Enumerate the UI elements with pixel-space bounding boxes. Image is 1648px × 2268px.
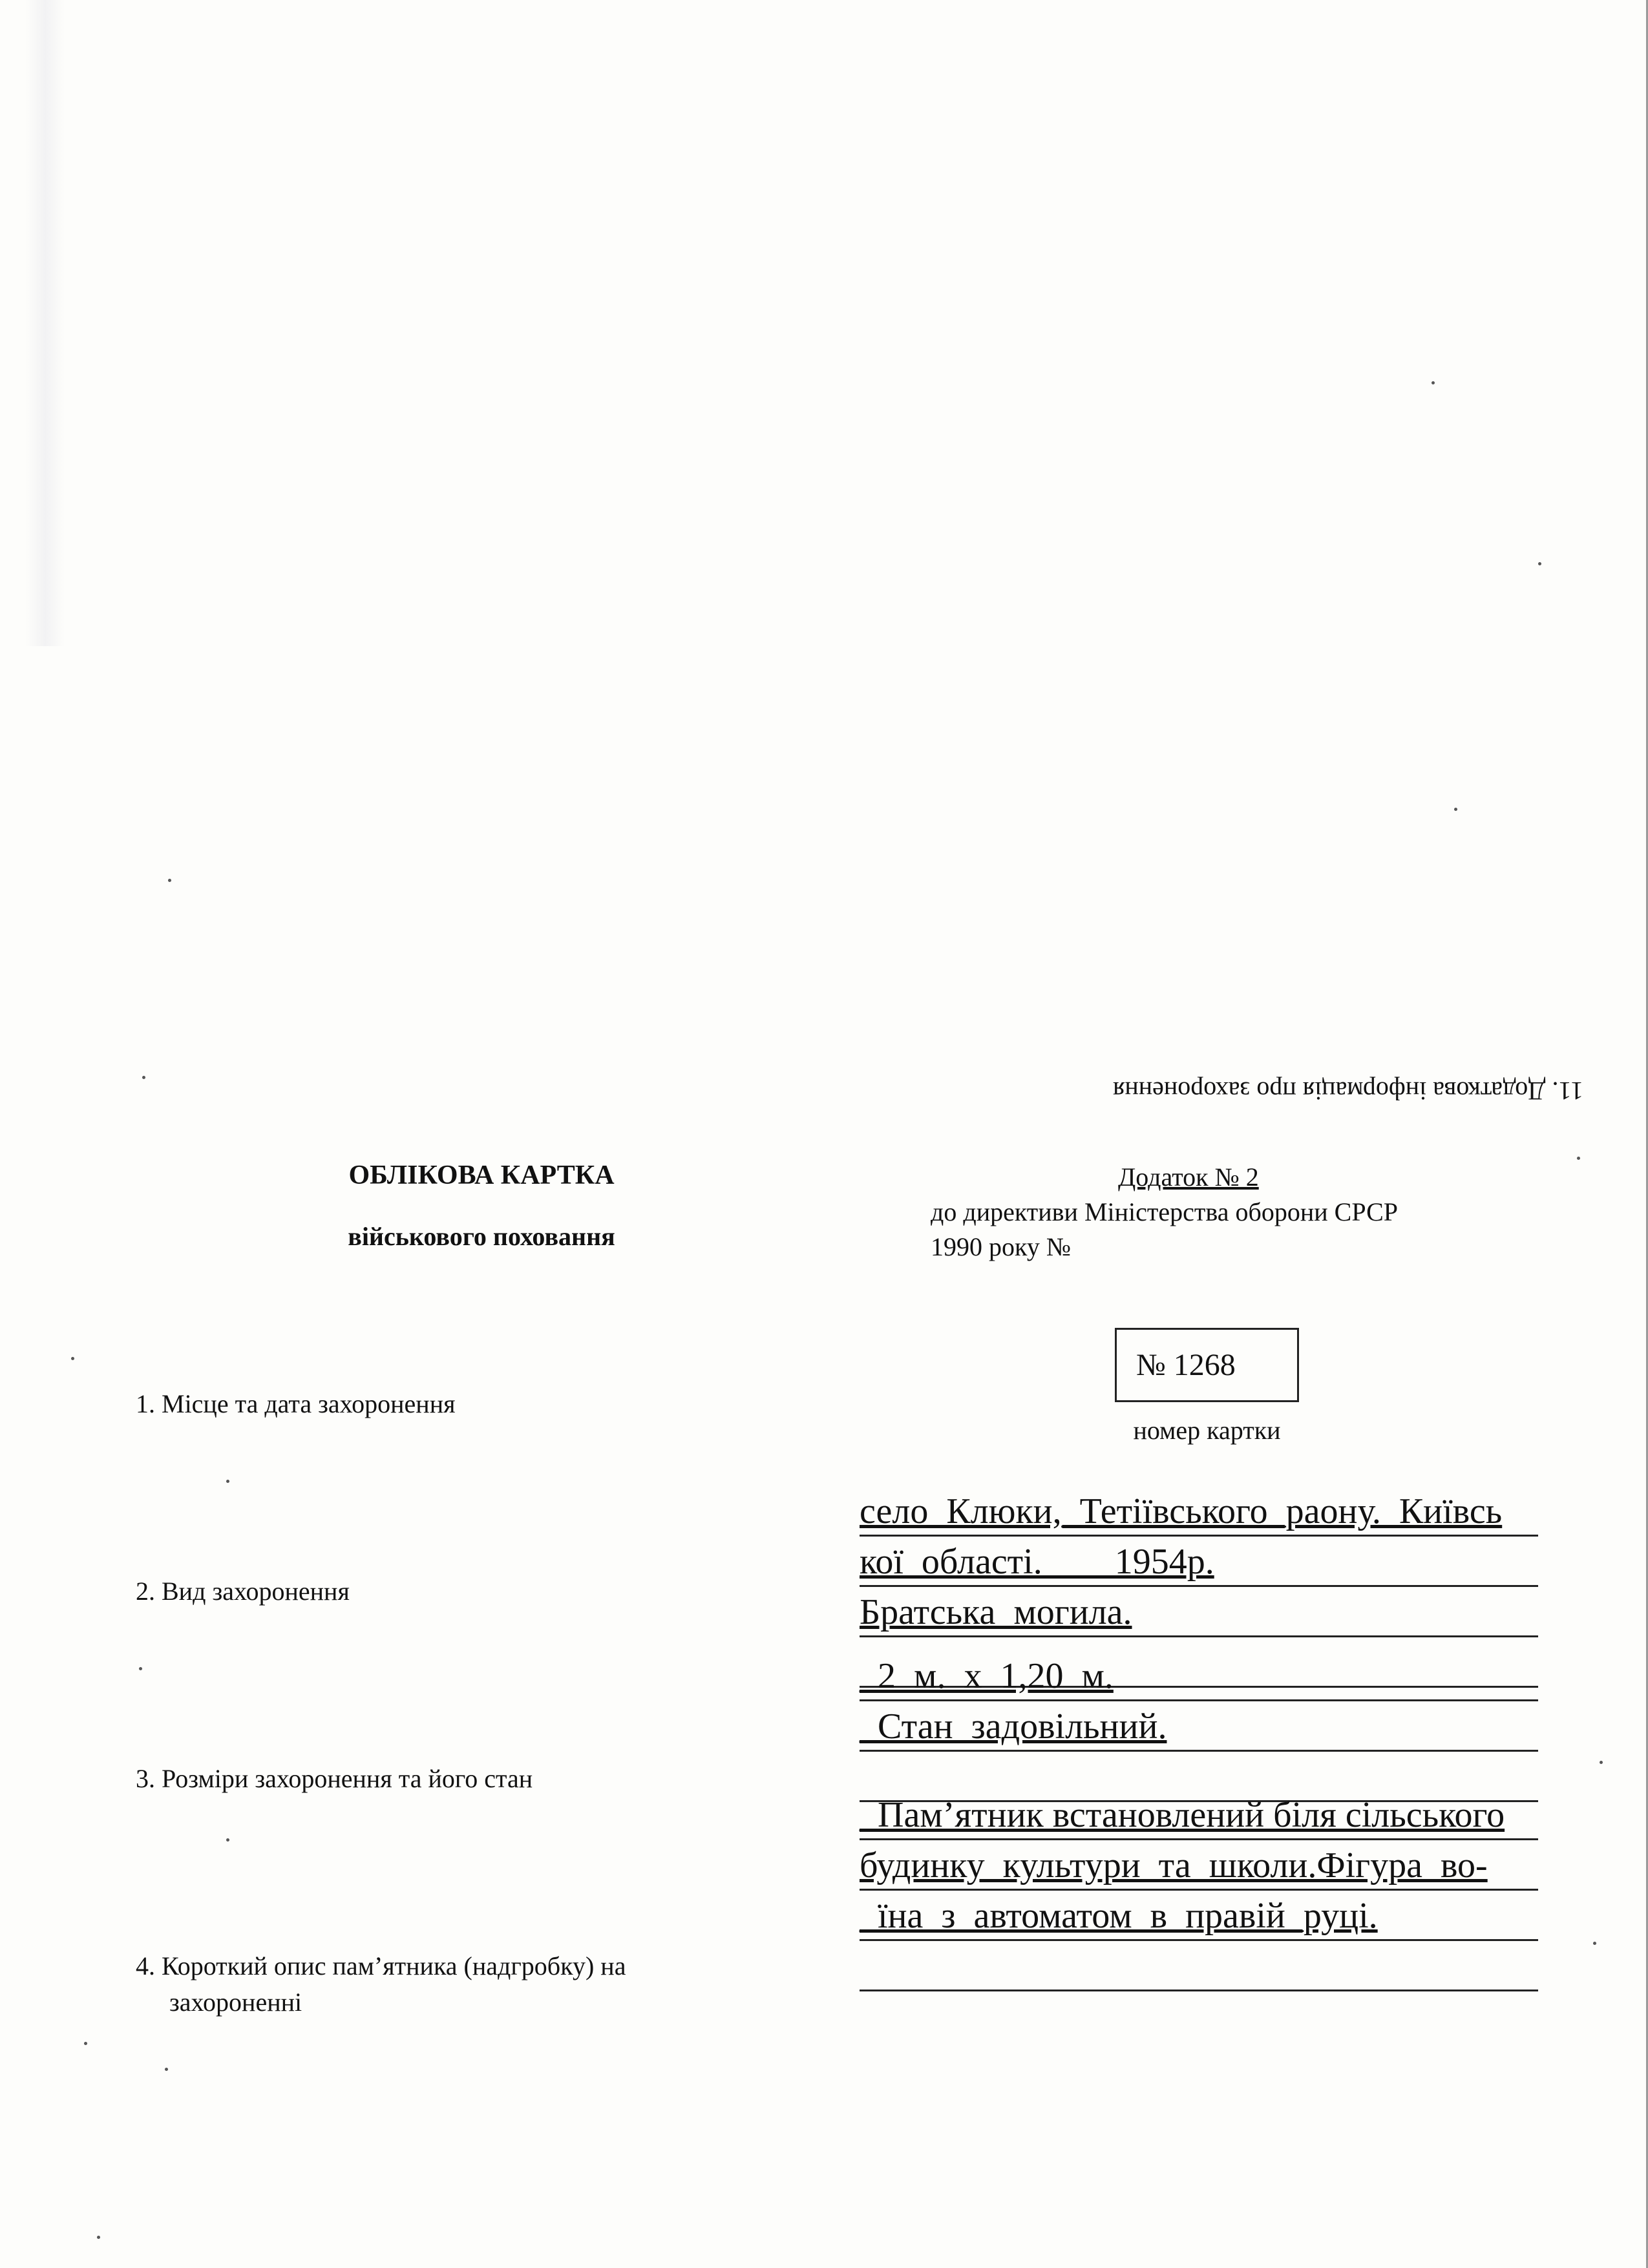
answer-line: будинку_культури_та_школи.Фігура_во- (860, 1840, 1538, 1891)
answer-line: кої_області.____1954р. (860, 1537, 1538, 1587)
question-4-line-2: захороненні (169, 1988, 302, 2017)
additional-info-heading-inverted: 11. Додаткова інформація про захоронення (1112, 1076, 1583, 1106)
scan-speck (165, 2068, 168, 2071)
scan-speck (168, 879, 171, 882)
answer-block-3 (860, 1790, 1538, 1991)
scan-speck (84, 2042, 87, 2045)
page-subtitle: військового поховання (348, 1222, 615, 1251)
appendix-line-2: 1990 року № (931, 1232, 1072, 1261)
card-number-label: номер картки (1133, 1416, 1281, 1445)
answer-line: село_Клюки,_Тетіївського_раону._Київсь (860, 1486, 1538, 1537)
question-monument-description (136, 1948, 782, 2021)
scan-speck (1431, 381, 1435, 384)
answer-line (860, 1941, 1538, 1991)
question-burial-size-state: 3. Розміри захоронення та його стан (136, 1764, 533, 1793)
appendix-line-1: до директиви Міністерства оборони СРСР (931, 1197, 1398, 1226)
appendix-note (931, 1160, 1577, 1265)
scan-speck (226, 1838, 229, 1842)
answer-line: _їна_з_автоматом_в_правій_руці. (860, 1891, 1538, 1941)
page-title: ОБЛІКОВА КАРТКА (348, 1160, 615, 1190)
scan-speck (142, 1076, 145, 1079)
scan-speck (1593, 1942, 1596, 1945)
card-number-box: № 1268 (1115, 1328, 1299, 1402)
question-burial-type: 2. Вид захоронення (136, 1577, 350, 1606)
scan-speck (1600, 1761, 1603, 1764)
question-burial-place-date: 1. Місце та дата захоронення (136, 1389, 456, 1418)
scan-speck (1577, 1157, 1580, 1160)
scan-speck (71, 1357, 74, 1360)
scan-speck (1454, 808, 1457, 811)
scan-speck (97, 2236, 100, 2239)
answer-line: _Стан_задовільний. (860, 1701, 1538, 1752)
scan-speck (139, 1667, 142, 1670)
question-4-line-1: 4. Короткий опис пам’ятника (надгробку) на (136, 1951, 626, 1980)
scan-speck (226, 1480, 229, 1483)
scan-shadow (26, 0, 65, 646)
answer-line: _2_м._х_1,20_м. (860, 1651, 1538, 1701)
answer-block-2 (860, 1651, 1538, 1802)
answer-line: _Пам’ятник встановлений біля сільського (860, 1790, 1538, 1840)
appendix-title: Додаток № 2 (1118, 1162, 1259, 1192)
scan-speck (1538, 562, 1541, 565)
answer-line: Братська_могила. (860, 1587, 1538, 1637)
